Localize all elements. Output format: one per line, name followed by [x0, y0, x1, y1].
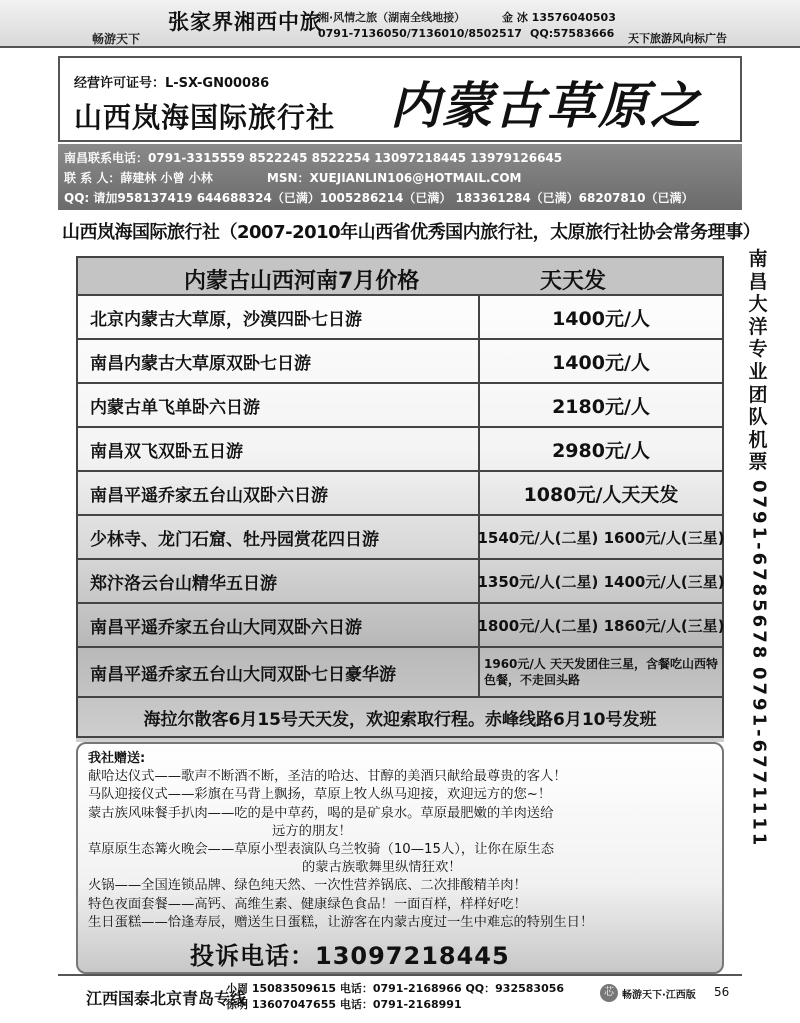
publication-logo-icon: 芯	[600, 984, 618, 1002]
gift-line: 草原原生态篝火晚会——草原小型表演队乌兰牧骑（10—15人），让你在原生态	[88, 842, 554, 858]
banner-qq: QQ:57583666	[530, 27, 615, 40]
side-ad-char: 队	[748, 406, 768, 429]
price-row	[76, 648, 724, 698]
price-header-daily: 天天发	[540, 269, 607, 294]
side-ad-char: 大	[748, 293, 768, 316]
footer-route: 江西国泰北京青岛专线	[86, 989, 247, 1008]
banner-contact: 金 冰 13576040503	[502, 11, 616, 24]
contact-people-row	[64, 168, 736, 188]
banner-tagline: 湘·风情之旅（湖南全线地接）	[318, 11, 466, 24]
ad-header	[58, 56, 742, 142]
contact-msn: MSN：XUEJIANLIN106@HOTMAIL.COM	[266, 171, 522, 185]
gift-line: 马队迎接仪式——彩旗在马背上飘扬，草原上牧人纵马迎接，欢迎远方的您~！	[88, 787, 552, 803]
side-ad-char: 团	[748, 383, 768, 406]
contact-qq: QQ: 请加958137419 644688324（已满）1005286214（已满） 183361284（已满）68207810（已满）	[64, 191, 694, 205]
price-row	[76, 296, 724, 340]
banner-brand: 张家界湘西中旅	[168, 10, 322, 34]
complaint-hotline: 投诉电话：13097218445	[190, 942, 510, 970]
tour-price: 1800元/人(二星) 1860元/人(三星)	[477, 616, 725, 635]
contact-phones: 南昌联系电话：0791-3315559 8522245 8522254 13097218445 13979126645	[64, 151, 563, 165]
side-phone-1: 0791-6785678	[748, 479, 770, 662]
agency-name: 山西岚海国际旅行社	[74, 101, 336, 134]
side-ad-chars	[746, 248, 770, 474]
tour-name: 郑汴洛云台山精华五日游	[78, 560, 480, 602]
agency-subtitle: 山西岚海国际旅行社（2007-2010年山西省优秀国内旅行社，太原旅行社协会常务理事）	[62, 222, 761, 243]
side-ad-char: 专	[748, 338, 768, 361]
side-ad-char: 南	[748, 248, 768, 270]
price-row	[76, 384, 724, 428]
gift-line: 的蒙古族歌舞里纵情狂欢！	[302, 860, 462, 876]
gift-line: 远方的朋友！	[272, 823, 352, 839]
side-phone-2: 0791-6771111	[748, 667, 770, 849]
tour-name: 南昌平遥乔家五台山双卧六日游	[78, 472, 480, 514]
trip-title: 内蒙古草原之	[390, 76, 702, 135]
tour-price: 1400元/人	[552, 307, 650, 330]
tour-price: 1960元/人 天天发团住三星，含餐吃山西特色餐，不走回头路	[484, 657, 718, 687]
tour-name: 少林寺、龙门石窟、牡丹园赏花四日游	[78, 516, 480, 558]
tour-name: 内蒙古单飞单卧六日游	[78, 384, 480, 426]
tour-price: 1540元/人(二星) 1600元/人(三星)	[477, 528, 725, 547]
tour-price: 2180元/人	[552, 395, 650, 418]
tour-price: 1350元/人(二星) 1400元/人(三星)	[477, 572, 725, 591]
price-row	[76, 472, 724, 516]
publication-name: 畅游天下·江西版	[622, 990, 696, 1001]
banner-phones: 0791-7136050/7136010/8502517	[318, 27, 522, 40]
tour-name: 南昌平遥乔家五台山大同双卧六日游	[78, 604, 480, 646]
gift-line: 蒙古族风味餐手扒肉——吃的是中草药，喝的是矿泉水。草原最肥嫩的羊肉送给	[88, 805, 554, 821]
banner-slogan-left: 畅游天下	[92, 32, 141, 46]
tour-price: 2980元/人	[552, 439, 650, 462]
departure-notice: 海拉尔散客6月15号天天发，欢迎索取行程。赤峰线路6月10号发班	[76, 698, 724, 738]
tour-name: 南昌平遥乔家五台山大同双卧七日豪华游	[78, 648, 480, 696]
tour-name: 南昌内蒙古大草原双卧七日游	[78, 340, 480, 382]
price-table-header	[76, 256, 724, 296]
footer-contact-1: 小周 15083509615 电话：0791-2168966 QQ：932583056	[226, 982, 565, 995]
side-ad-char: 洋	[748, 315, 768, 338]
gift-line: 火锅——全国连锁品牌、绿色纯天然、一次性营养锅底、二次排酸精羊肉！	[88, 878, 527, 894]
tour-name: 北京内蒙古大草原，沙漠四卧七日游	[78, 296, 480, 338]
side-ad-ticketing	[746, 248, 770, 848]
page-number: 56	[714, 985, 730, 999]
top-ad-banner	[0, 0, 800, 48]
side-ad-char: 业	[748, 360, 768, 383]
contact-info	[58, 144, 742, 210]
price-row	[76, 340, 724, 384]
gift-line: 特色夜面套餐——高钙、高维生素、健康绿色食品！一面百样，样样好吃！	[88, 896, 527, 912]
side-ad-char: 票	[748, 451, 768, 474]
tour-price: 1400元/人	[552, 351, 650, 374]
contact-people: 联 系 人：薛建林 小曾 小林	[64, 171, 213, 185]
side-ad-char: 昌	[748, 270, 768, 293]
price-row	[76, 428, 724, 472]
tour-price: 1080元/人天天发	[523, 483, 679, 506]
gift-title: 我社赠送:	[88, 751, 146, 766]
license-number: 经营许可证号：L-SX-GN00086	[74, 76, 270, 91]
side-ad-char: 机	[748, 428, 768, 451]
gift-line: 献哈达仪式——歌声不断酒不断，圣洁的哈达、甘醇的美酒只献给最尊贵的客人！	[88, 769, 567, 785]
price-row	[76, 516, 724, 560]
footer	[58, 974, 742, 1012]
price-header-title: 内蒙古山西河南7月价格	[184, 269, 420, 294]
gift-line: 生日蛋糕——恰逢寿辰，赠送生日蛋糕，让游客在内蒙古度过一生中难忘的特别生日！	[88, 914, 594, 930]
tour-name: 南昌双飞双卧五日游	[78, 428, 480, 470]
price-row	[76, 560, 724, 604]
banner-slogan-right: 天下旅游风向标广告	[628, 32, 727, 45]
price-row	[76, 604, 724, 648]
footer-contact-2: 徐明 13607047655 电话：0791-2168991	[226, 998, 462, 1011]
